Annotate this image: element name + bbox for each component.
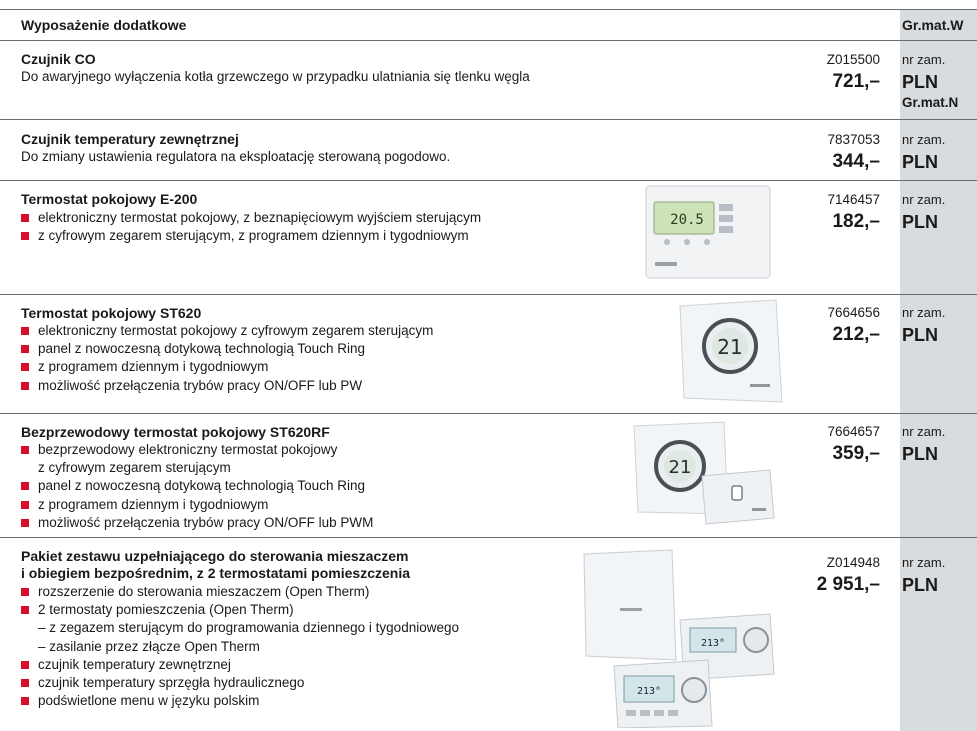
order-number-label: nr zam. — [902, 132, 946, 147]
row-divider — [0, 413, 977, 414]
product-title: Bezprzewodowy termostat pokojowy ST620RF — [21, 424, 330, 440]
price: 2 951,– — [816, 574, 880, 595]
list-item-continuation: z cyfrowym zegarem sterującym — [38, 460, 231, 476]
bullet-square-icon — [21, 482, 29, 490]
product-title: Termostat pokojowy E-200 — [21, 191, 198, 207]
bullet-square-icon — [21, 327, 29, 335]
order-code: 7664656 — [827, 305, 880, 320]
row-divider — [0, 180, 977, 181]
list-item: panel z nowoczesną dotykową technologią Touch Ring — [21, 477, 373, 495]
product-title: Czujnik CO — [21, 51, 96, 67]
list-item: elektroniczny termostat pokojowy z cyfrowym zegarem sterującym — [21, 322, 433, 340]
bullet-square-icon — [21, 345, 29, 353]
list-item: elektroniczny termostat pokojowy, z beznapięciowym wyjściem sterującym — [21, 209, 481, 227]
product-title-line-1: Pakiet zestawu uzpełniającego do sterowania mieszaczem — [21, 548, 409, 564]
header-rule — [0, 40, 977, 41]
bullet-square-icon — [21, 519, 29, 527]
list-subitem: – zasilanie przez złącze Open Therm — [38, 638, 260, 654]
section-title: Wyposażenie dodatkowe — [21, 17, 187, 33]
feature-list — [21, 322, 433, 395]
price: 212,– — [832, 324, 880, 345]
currency-label: PLN — [902, 575, 938, 595]
thermostat-e200-image — [645, 184, 773, 282]
bullet-square-icon — [21, 606, 29, 614]
bullet-square-icon — [21, 501, 29, 509]
bullet-square-icon — [21, 214, 29, 222]
svg-text:213°: 213° — [636, 686, 662, 697]
svg-text:21: 21 — [717, 335, 743, 359]
order-code: Z015500 — [826, 52, 880, 67]
list-item: z programem dziennym i tygodniowym — [21, 496, 373, 514]
list-item: czujnik temperatury zewnętrznej — [21, 656, 459, 674]
svg-text:20.5: 20.5 — [670, 212, 704, 228]
product-description: Do awaryjnego wyłączenia kotła grzewczego w przypadku ulatniania się tlenku węgla — [21, 69, 530, 84]
order-code: 7146457 — [827, 192, 880, 207]
list-item: czujnik temperatury sprzęgła hydraulicznego — [21, 674, 459, 692]
bullet-square-icon — [21, 363, 29, 371]
material-group-w-header: Gr.mat.W — [902, 17, 964, 33]
feature-list — [21, 209, 481, 245]
list-item: rozszerzenie do sterowania mieszaczem (Open Therm) — [21, 583, 459, 601]
bullet-square-icon — [21, 232, 29, 240]
bullet-square-icon — [21, 382, 29, 390]
material-group-n-label: Gr.mat.N — [902, 95, 959, 110]
row-divider — [0, 294, 977, 295]
bullet-square-icon — [21, 697, 29, 705]
list-item: z programem dziennym i tygodniowym — [21, 358, 433, 376]
control-package-image — [580, 548, 780, 728]
product-title: Czujnik temperatury zewnętrznej — [21, 131, 239, 147]
list-item: panel z nowoczesną dotykową technologią Touch Ring — [21, 340, 433, 358]
currency-label: PLN — [902, 152, 938, 172]
thermostat-st620rf-image — [628, 420, 778, 528]
product-title: Termostat pokojowy ST620 — [21, 305, 202, 321]
row-divider — [0, 119, 977, 120]
thermostat-st620-image — [672, 298, 788, 408]
list-item: możliwość przełączenia trybów pracy ON/OFF lub PWM — [21, 514, 373, 532]
list-item: z cyfrowym zegarem sterującym, z programem dziennym i tygodniowym — [21, 227, 481, 245]
list-item: możliwość przełączenia trybów pracy ON/OFF lub PW — [21, 377, 433, 395]
list-item: 2 termostaty pomieszczenia (Open Therm) — [21, 601, 459, 619]
list-item: bezprzewodowy elektroniczny termostat pokojowy — [21, 441, 373, 459]
order-code: 7837053 — [827, 132, 880, 147]
price: 344,– — [832, 151, 880, 172]
price: 359,– — [832, 443, 880, 464]
bullet-square-icon — [21, 679, 29, 687]
order-code: Z014948 — [826, 555, 880, 570]
top-rule — [0, 9, 977, 10]
feature-list — [21, 441, 373, 532]
bullet-square-icon — [21, 446, 29, 454]
product-description: Do zmiany ustawienia regulatora na eksploatację sterowaną pogodowo. — [21, 149, 451, 164]
order-number-label: nr zam. — [902, 192, 946, 207]
currency-label: PLN — [902, 325, 938, 345]
bullet-square-icon — [21, 588, 29, 596]
currency-label: PLN — [902, 444, 938, 464]
currency-label: PLN — [902, 72, 938, 92]
price: 182,– — [832, 211, 880, 232]
feature-list — [21, 583, 459, 710]
order-number-label: nr zam. — [902, 555, 946, 570]
order-number-label: nr zam. — [902, 424, 946, 439]
row-divider — [0, 537, 977, 538]
product-title-line-2: i obiegiem bezpośrednim, z 2 termostatami pomieszczenia — [21, 565, 410, 581]
currency-label: PLN — [902, 212, 938, 232]
bullet-square-icon — [21, 661, 29, 669]
order-code: 7664657 — [827, 424, 880, 439]
svg-text:213°: 213° — [700, 638, 726, 649]
list-item: podświetlone menu w języku polskim — [21, 692, 459, 710]
order-number-label: nr zam. — [902, 305, 946, 320]
price: 721,– — [832, 71, 880, 92]
svg-text:21: 21 — [668, 457, 692, 478]
list-subitem: – z zegazem sterującym do programowania dziennego i tygodniowego — [38, 620, 459, 636]
order-number-label: nr zam. — [902, 52, 946, 67]
